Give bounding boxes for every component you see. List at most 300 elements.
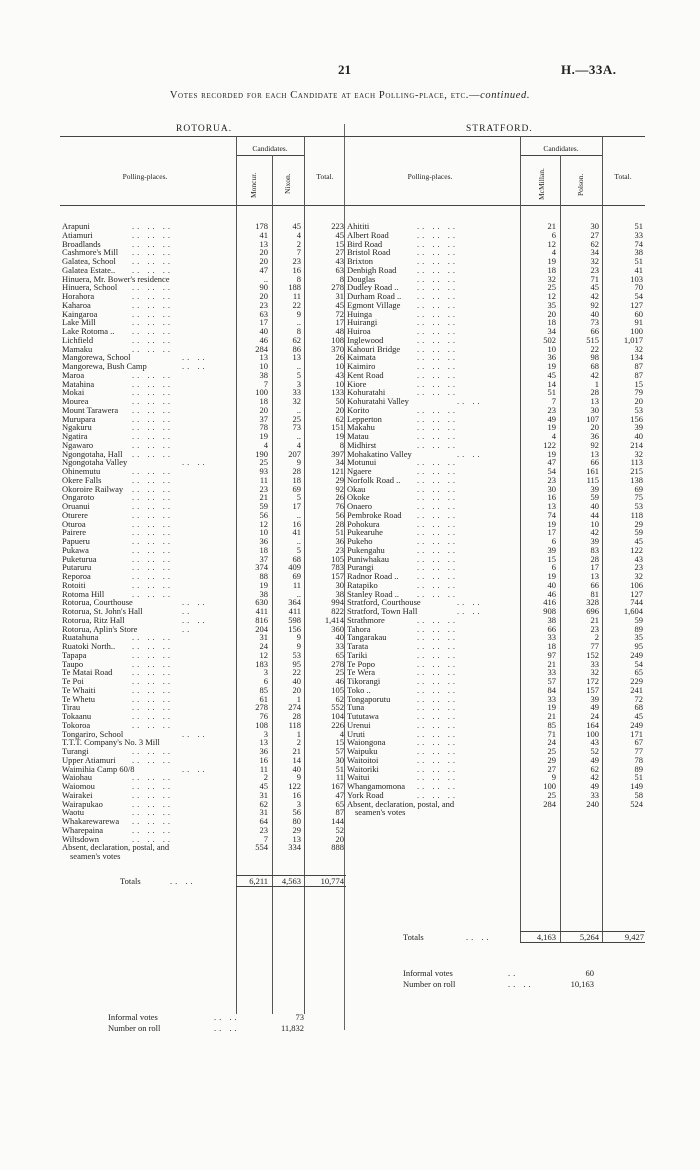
polling-place-name: Ngawaro bbox=[62, 439, 94, 450]
candidate-2-votes: 17 bbox=[590, 562, 599, 573]
candidate-1-votes: 61 bbox=[259, 693, 268, 704]
leader-dots: .. .. .. bbox=[417, 326, 458, 336]
total-votes: 32 bbox=[634, 571, 643, 581]
polling-place-name: Tokoroa bbox=[62, 719, 91, 730]
section-divider bbox=[344, 124, 345, 1030]
candidate-2-votes: 34 bbox=[590, 247, 599, 258]
candidate-1-votes: 20 bbox=[547, 308, 556, 319]
total-votes: 783 bbox=[331, 562, 344, 573]
left-totals-label: Totals bbox=[120, 876, 141, 886]
table-row bbox=[62, 380, 344, 389]
leader-dots: .. .. .. bbox=[132, 256, 173, 266]
polling-place-name: Bird Road bbox=[347, 238, 383, 249]
candidate-1-votes: 33 bbox=[547, 693, 556, 704]
leader-dots: .. .. .. bbox=[132, 229, 173, 240]
leader-dots: .. .. .. bbox=[417, 238, 458, 249]
candidate-1-votes: 39 bbox=[547, 544, 556, 555]
total-votes: 87 bbox=[335, 807, 344, 818]
polling-place-name: Tapapa bbox=[62, 649, 87, 660]
total-votes: 29 bbox=[634, 518, 643, 529]
polling-place-name: Ngatira bbox=[62, 431, 88, 441]
leader-dots: .. .. .. bbox=[132, 466, 173, 476]
candidate-1-votes: 816 bbox=[255, 614, 268, 625]
table-row bbox=[62, 336, 344, 345]
candidate-2-votes: 62 bbox=[590, 238, 599, 249]
polling-place-name: Tongaporutu bbox=[347, 693, 391, 704]
polling-place-name: Toko .. bbox=[347, 684, 371, 695]
candidate-1-votes: 47 bbox=[547, 457, 556, 468]
polling-place-name: Onaero bbox=[347, 501, 373, 511]
total-votes: 58 bbox=[634, 789, 643, 800]
leader-dots: .. .. .. bbox=[132, 588, 173, 599]
total-votes: 65 bbox=[335, 798, 344, 809]
total-votes: 75 bbox=[634, 492, 643, 503]
candidate-2-votes: 515 bbox=[586, 334, 599, 345]
candidate-1-votes: 24 bbox=[547, 737, 556, 748]
table-row bbox=[62, 563, 344, 572]
candidate-1-votes: 23 bbox=[259, 299, 268, 310]
polling-place-name: Ongaroto bbox=[62, 492, 95, 503]
leader-dots: .. .. .. bbox=[132, 544, 173, 555]
table-row bbox=[62, 703, 344, 712]
candidate-2-votes: 156 bbox=[288, 623, 301, 634]
total-votes: 89 bbox=[634, 623, 643, 634]
candidate-1-votes: 21 bbox=[259, 492, 268, 503]
candidate-2-votes: 69 bbox=[292, 483, 301, 494]
table-row bbox=[62, 782, 344, 791]
total-votes: 32 bbox=[634, 343, 643, 354]
candidate-1-votes: 27 bbox=[547, 763, 556, 774]
leader-dots: .. .. .. bbox=[417, 501, 458, 511]
candidate-2-votes: .. bbox=[296, 317, 301, 328]
polling-place-name: Tongariro, School bbox=[62, 728, 124, 739]
table-row bbox=[62, 231, 344, 240]
candidate-1-votes: 19 bbox=[547, 448, 556, 459]
candidate-2-votes: 696 bbox=[586, 606, 599, 616]
candidate-2-votes: 80 bbox=[292, 816, 301, 826]
candidate-2-votes: 36 bbox=[590, 431, 599, 441]
candidate-1-votes: 38 bbox=[259, 369, 268, 380]
right-informal-dots: .. bbox=[508, 968, 519, 978]
leader-dots: .. .. .. bbox=[417, 711, 458, 721]
leader-dots: .. .. .. bbox=[417, 781, 458, 791]
candidate-2-votes: 98 bbox=[590, 352, 599, 363]
candidate-1-votes: 13 bbox=[547, 501, 556, 511]
candidate-1-votes: 36 bbox=[547, 352, 556, 363]
polling-place-name: Motunui bbox=[347, 457, 377, 468]
candidate-2-votes: 40 bbox=[292, 763, 301, 774]
candidate-1-votes: 554 bbox=[255, 842, 268, 853]
polling-place-name: Tirau bbox=[62, 702, 81, 713]
candidate-1-votes: 100 bbox=[543, 781, 556, 791]
candidate-1-votes: 100 bbox=[255, 387, 268, 398]
candidate-2-votes: 41 bbox=[292, 527, 301, 538]
candidate-2-votes: .. bbox=[296, 588, 301, 599]
leader-dots: .. .. bbox=[182, 728, 208, 739]
polling-place-name: Puketurua bbox=[62, 553, 97, 564]
leader-dots: .. .. .. bbox=[417, 763, 458, 774]
candidate-2-votes: 9 bbox=[296, 632, 301, 643]
candidate-1-votes: 374 bbox=[255, 562, 268, 573]
leader-dots: .. .. .. bbox=[132, 579, 173, 590]
candidate-1-votes: 4 bbox=[551, 431, 556, 441]
candidate-2-votes: 39 bbox=[590, 693, 599, 704]
candidate-1-votes: 85 bbox=[259, 684, 268, 695]
total-votes: 33 bbox=[335, 641, 344, 651]
total-votes: 62 bbox=[335, 413, 344, 424]
candidate-2-votes: 115 bbox=[586, 474, 599, 485]
polling-place-name: Galatea Estate.. bbox=[62, 264, 116, 275]
total-votes: 38 bbox=[335, 588, 344, 599]
polling-place-name: Waitui bbox=[347, 772, 370, 783]
polling-place-name: Waitoitoi bbox=[347, 754, 379, 765]
polling-place-name: Tangarakau bbox=[347, 632, 387, 643]
table-row bbox=[62, 537, 344, 546]
polling-place-name: Lepperton bbox=[347, 413, 382, 424]
leader-dots: .. .. .. bbox=[417, 719, 458, 730]
polling-place-name: Waiomou bbox=[62, 781, 95, 791]
candidate-2-votes: 49 bbox=[590, 781, 599, 791]
candidate-2-votes: 17 bbox=[292, 501, 301, 511]
candidate-1-votes: 25 bbox=[547, 282, 556, 293]
leader-dots: .. .. .. bbox=[417, 378, 458, 389]
leader-dots: .. .. .. bbox=[132, 824, 173, 835]
leader-dots: .. .. .. bbox=[417, 492, 458, 503]
leader-dots: .. .. .. bbox=[132, 807, 173, 818]
polling-place-name: Wharepaina bbox=[62, 824, 104, 835]
leader-dots: .. .. .. bbox=[417, 702, 458, 713]
candidate-2-votes: 13 bbox=[292, 352, 301, 363]
candidate-2-votes: 152 bbox=[586, 649, 599, 660]
leader-dots: .. .. .. bbox=[132, 833, 173, 844]
total-votes: 87 bbox=[634, 369, 643, 380]
candidate-2-votes: 598 bbox=[288, 614, 301, 625]
leader-dots: .. .. .. bbox=[417, 579, 458, 590]
leader-dots: .. .. .. bbox=[417, 632, 458, 643]
table-row bbox=[62, 310, 344, 319]
table-row bbox=[62, 327, 344, 336]
total-votes: 149 bbox=[630, 781, 643, 791]
candidate-2-votes: 32 bbox=[590, 667, 599, 678]
total-votes: 134 bbox=[630, 352, 643, 363]
total-votes: 41 bbox=[634, 264, 643, 275]
candidate-2-votes: 40 bbox=[590, 308, 599, 319]
table-row bbox=[62, 301, 344, 310]
total-votes: 20 bbox=[335, 404, 344, 415]
leader-dots: .. .. .. bbox=[417, 536, 458, 546]
candidate-2-votes: 92 bbox=[590, 439, 599, 450]
total-votes: 278 bbox=[331, 282, 344, 293]
leader-dots: .. .. .. bbox=[132, 238, 173, 249]
table-row bbox=[62, 817, 344, 826]
candidate-2-votes: 240 bbox=[586, 798, 599, 809]
candidate-2-votes: 2 bbox=[594, 632, 599, 643]
polling-place-name: Te Poi bbox=[62, 676, 84, 686]
table-row bbox=[62, 467, 344, 476]
total-votes: 76 bbox=[335, 501, 344, 511]
right-roll-label: Number on roll bbox=[403, 979, 456, 989]
total-votes: 397 bbox=[331, 448, 344, 459]
total-votes: 69 bbox=[634, 483, 643, 494]
total-votes: 167 bbox=[331, 781, 344, 791]
candidate-1-votes: 46 bbox=[547, 588, 556, 599]
candidate-1-votes: 31 bbox=[259, 789, 268, 800]
candidate-1-votes: 12 bbox=[547, 238, 556, 249]
total-votes: 127 bbox=[630, 299, 643, 310]
total-votes: 20 bbox=[634, 396, 643, 406]
candidate-2-votes: 164 bbox=[586, 719, 599, 730]
polling-place-name: Rotorua, St. John's Hall bbox=[62, 606, 143, 616]
candidate-2-votes: 69 bbox=[292, 571, 301, 581]
total-votes: 1,604 bbox=[623, 606, 643, 616]
candidate-2-votes: .. bbox=[296, 509, 301, 520]
candidate-1-votes: 502 bbox=[543, 334, 556, 345]
candidate-2-votes: 42 bbox=[590, 772, 599, 783]
right-totals-c2: 5,264 bbox=[579, 932, 599, 942]
candidate-1-votes: 19 bbox=[547, 518, 556, 529]
total-votes: 1,017 bbox=[623, 334, 643, 345]
leader-dots: .. .. .. bbox=[132, 396, 173, 406]
candidate-1-votes: .. bbox=[263, 273, 268, 284]
candidate-1-votes: 36 bbox=[259, 536, 268, 546]
total-votes: 19 bbox=[335, 431, 344, 441]
polling-place-name: Putaruru bbox=[62, 562, 92, 573]
total-votes: 91 bbox=[634, 317, 643, 328]
leader-dots: .. .. .. bbox=[417, 299, 458, 310]
total-votes: 156 bbox=[630, 413, 643, 424]
leader-dots: .. .. .. bbox=[417, 684, 458, 695]
candidate-2-votes: 33 bbox=[590, 789, 599, 800]
left-totals-dots: .. .. bbox=[170, 876, 196, 886]
candidate-1-votes: 7 bbox=[263, 378, 268, 389]
candidate-2-votes: 11 bbox=[292, 579, 301, 590]
leader-dots: .. .. .. bbox=[417, 317, 458, 328]
candidate-2-votes: 53 bbox=[292, 649, 301, 660]
polling-place-name: Douglas bbox=[347, 273, 376, 284]
candidate-2-votes: 42 bbox=[590, 369, 599, 380]
candidate-2-votes: 4 bbox=[296, 229, 301, 240]
candidate-1-votes: 3 bbox=[263, 667, 268, 678]
leader-dots: .. .. .. bbox=[132, 527, 173, 538]
leader-dots: .. .. .. bbox=[132, 719, 173, 730]
total-votes: 79 bbox=[634, 387, 643, 398]
leader-dots: .. .. .. bbox=[417, 291, 458, 301]
total-votes: 39 bbox=[634, 422, 643, 433]
leader-dots: .. .. .. bbox=[132, 509, 173, 520]
candidate-2-votes: 30 bbox=[590, 221, 599, 231]
candidate-1-votes: 76 bbox=[259, 711, 268, 721]
polling-place-name: Inglewood bbox=[347, 334, 384, 345]
leader-dots: .. .. .. bbox=[417, 649, 458, 660]
leader-dots: .. .. .. bbox=[417, 789, 458, 800]
polling-place-name: Hinuera, Mr. Bower's residence bbox=[62, 273, 170, 284]
candidate-1-votes: 204 bbox=[255, 623, 268, 634]
polling-place-name: Te Whetu bbox=[62, 693, 95, 704]
candidate-1-votes: 7 bbox=[551, 396, 556, 406]
total-votes: 28 bbox=[335, 518, 344, 529]
leader-dots: .. .. .. bbox=[132, 676, 173, 686]
candidate-2-votes: 122 bbox=[288, 781, 301, 791]
total-votes: 89 bbox=[634, 763, 643, 774]
leader-dots: .. .. .. bbox=[417, 509, 458, 520]
polling-place-name: Waotu bbox=[62, 807, 84, 818]
total-votes: 249 bbox=[630, 719, 643, 730]
candidate-1-votes: 32 bbox=[547, 273, 556, 284]
leader-dots: .. .. .. bbox=[132, 404, 173, 415]
leader-dots: .. .. .. bbox=[132, 448, 173, 459]
polling-place-name: Brixton bbox=[347, 256, 373, 266]
leader-dots: .. .. .. bbox=[132, 789, 173, 800]
candidate-1-votes: 908 bbox=[543, 606, 556, 616]
total-votes: 118 bbox=[630, 509, 643, 520]
candidate-2-votes: 21 bbox=[590, 614, 599, 625]
candidate-2-votes: 188 bbox=[288, 282, 301, 293]
leader-dots: .. .. .. bbox=[132, 772, 173, 783]
polling-place-name: Midhirst bbox=[347, 439, 377, 450]
polling-place-name: Rotoma Hill bbox=[62, 588, 105, 599]
leader-dots: .. .. .. bbox=[417, 221, 458, 231]
table-row bbox=[62, 371, 344, 380]
polling-place-name: Lake Rotoma .. bbox=[62, 326, 115, 336]
candidate-2-votes: 42 bbox=[590, 527, 599, 538]
candidate-2-votes: 77 bbox=[590, 641, 599, 651]
leader-dots: .. .. .. bbox=[132, 431, 173, 441]
total-votes: 34 bbox=[335, 457, 344, 468]
leader-dots: .. .. .. bbox=[417, 282, 458, 293]
leader-dots: .. .. .. bbox=[417, 439, 458, 450]
candidate-1-votes: 38 bbox=[259, 588, 268, 599]
total-votes: 63 bbox=[335, 264, 344, 275]
candidate-1-votes: 36 bbox=[259, 746, 268, 756]
candidate-1-votes: 12 bbox=[259, 518, 268, 529]
leader-dots: .. .. .. bbox=[417, 247, 458, 258]
candidate-2-votes: 13 bbox=[292, 833, 301, 844]
polling-place-name: Kaingaroa bbox=[62, 308, 98, 319]
total-votes: 45 bbox=[634, 711, 643, 721]
candidate-1-votes: 21 bbox=[547, 221, 556, 231]
total-votes: 78 bbox=[634, 754, 643, 765]
leader-dots: .. .. .. bbox=[417, 562, 458, 573]
total-votes: 45 bbox=[335, 229, 344, 240]
candidate-2-votes: 20 bbox=[590, 422, 599, 433]
candidate-1-votes: 23 bbox=[259, 824, 268, 835]
table-row bbox=[62, 283, 344, 292]
polling-place-name: Tariki bbox=[347, 649, 368, 660]
leader-dots: .. .. .. bbox=[132, 413, 173, 424]
right-header-rule bbox=[345, 205, 645, 206]
table-row bbox=[62, 572, 344, 581]
candidate-1-votes: 2 bbox=[263, 772, 268, 783]
total-votes: 29 bbox=[335, 474, 344, 485]
candidate-2-votes: 18 bbox=[292, 474, 301, 485]
polling-place-name: Turangi bbox=[62, 746, 89, 756]
polling-place-name: Wairapukao bbox=[62, 798, 103, 809]
total-votes: 10 bbox=[335, 361, 344, 371]
total-votes: 60 bbox=[634, 308, 643, 319]
polling-place-name: Okere Falls bbox=[62, 474, 102, 485]
table-row bbox=[62, 686, 344, 695]
total-votes: 23 bbox=[335, 544, 344, 555]
table-row bbox=[62, 765, 344, 774]
candidate-2-votes: 66 bbox=[590, 457, 599, 468]
right-total-heading: Total. bbox=[614, 172, 632, 181]
leader-dots: .. .. .. bbox=[417, 343, 458, 354]
polling-place-name: Tikorangi bbox=[347, 676, 381, 686]
leader-dots: .. .. bbox=[457, 606, 483, 616]
polling-place-name: Huirangi bbox=[347, 317, 378, 328]
candidate-2-votes: 28 bbox=[292, 711, 301, 721]
leader-dots: .. .. .. bbox=[417, 387, 458, 398]
candidate-1-votes: 25 bbox=[547, 746, 556, 756]
total-votes: 40 bbox=[335, 632, 344, 643]
polling-place-name: Kohuratahi Valley bbox=[347, 396, 409, 406]
leader-dots: .. .. .. bbox=[417, 737, 458, 748]
total-votes: 45 bbox=[634, 536, 643, 546]
polling-place-name: Stanley Road .. bbox=[347, 588, 399, 599]
leader-dots: .. .. .. bbox=[132, 378, 173, 389]
candidate-2-votes: 16 bbox=[292, 264, 301, 275]
candidate-1-votes: 74 bbox=[547, 509, 556, 520]
total-votes: 994 bbox=[331, 597, 344, 608]
candidate-1-votes: 88 bbox=[259, 571, 268, 581]
polling-place-name: Reporoa bbox=[62, 571, 91, 581]
total-votes: 59 bbox=[634, 527, 643, 538]
leader-dots: .. .. .. bbox=[417, 746, 458, 756]
polling-place-name: Absent, declaration, postal, and bbox=[62, 842, 170, 853]
candidate-2-votes: 172 bbox=[586, 676, 599, 686]
candidate-1-votes: 54 bbox=[547, 466, 556, 476]
polling-place-name: Matau bbox=[347, 431, 369, 441]
candidate-2-votes: 2 bbox=[296, 238, 301, 249]
candidate-2-votes: 39 bbox=[590, 483, 599, 494]
candidate-2-votes: 83 bbox=[590, 544, 599, 555]
leader-dots: .. .. .. bbox=[132, 693, 173, 704]
polling-place-name: Rotorua, Ritz Hall bbox=[62, 614, 125, 625]
leader-dots: .. .. .. bbox=[417, 457, 458, 468]
candidate-1-votes: 46 bbox=[259, 334, 268, 345]
candidate-1-votes: 30 bbox=[547, 483, 556, 494]
candidate-1-votes: 15 bbox=[547, 553, 556, 564]
right-roll-value: 10,163 bbox=[570, 979, 594, 989]
candidate-1-votes: 16 bbox=[547, 492, 556, 503]
candidate-1-votes: 38 bbox=[547, 614, 556, 625]
leader-dots: .. .. .. bbox=[132, 343, 173, 354]
polling-place-name: Norfolk Road .. bbox=[347, 474, 401, 485]
candidate-1-votes: 17 bbox=[547, 527, 556, 538]
polling-place-name: Ahititi bbox=[347, 221, 370, 231]
candidate-1-votes: 56 bbox=[259, 509, 268, 520]
polling-place-name: York Road bbox=[347, 789, 384, 800]
candidate-1-votes: 19 bbox=[259, 579, 268, 590]
candidate-2-votes: .. bbox=[296, 404, 301, 415]
candidate-1-votes: 14 bbox=[547, 378, 556, 389]
candidate-2-votes: 39 bbox=[590, 536, 599, 546]
total-votes: 157 bbox=[331, 571, 344, 581]
candidate-1-votes: 18 bbox=[547, 264, 556, 275]
polling-place-name: Uruti bbox=[347, 728, 365, 739]
table-row bbox=[62, 406, 344, 415]
polling-place-name: Ruatahuna bbox=[62, 632, 99, 643]
total-votes: 106 bbox=[630, 579, 643, 590]
candidate-2-votes: 8 bbox=[296, 326, 301, 336]
total-votes: 26 bbox=[335, 352, 344, 363]
candidate-2-votes: 73 bbox=[292, 422, 301, 433]
polling-place-name: Pukeho bbox=[347, 536, 373, 546]
leader-dots: .. .. .. bbox=[417, 614, 458, 625]
total-votes: 10 bbox=[335, 378, 344, 389]
total-votes: 27 bbox=[335, 247, 344, 258]
leader-dots: .. .. .. bbox=[132, 308, 173, 319]
